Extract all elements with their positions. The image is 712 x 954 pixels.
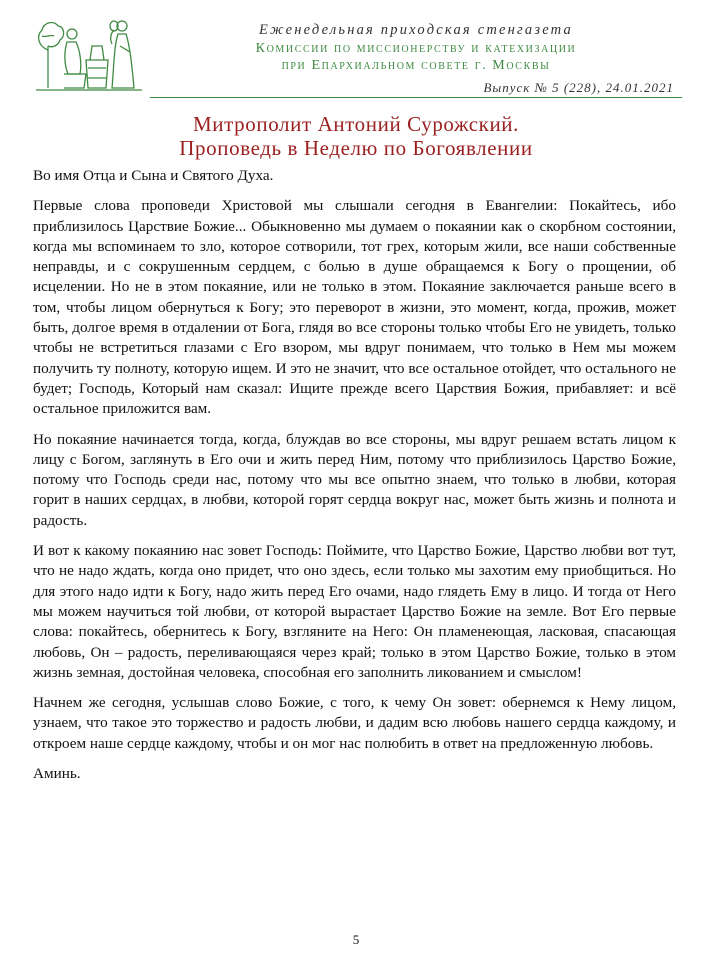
article-title [30,112,682,160]
article-title-line1: Митрополит Антоний Сурожский. [193,112,519,136]
article-body [33,166,676,794]
commission-name-line2: при Епархиальном совете г. Москвы [281,58,551,73]
newsletter-subtitle: Еженедельная приходская стенгазета [259,22,573,38]
paragraph: Начнем же сегодня, услышав слово Божие, с того, к чему Он зовет: обернемся к Нему лицом, узнаем, что такое это торжество и радость любви, и дадим всю любовь нашего сердца каждому, и откроем наше сердце каждому, чтобы и он мог нас полюбить в ответ на предложенную любовь. [33,694,676,752]
paragraph: Аминь. [33,765,81,783]
paragraph: И вот к какому покаянию нас зовет Господь: Поймите, что Царство Божие, Царство любви вот тут, что не надо ждать, когда оно придет, что оно здесь, если только мы захотим ему приобщиться. Но для этого надо идти к Богу, надо жить перед Его очами, надо глядеть Ему в лицо. И тогда от Него мы можем научиться той любви, от которой вырастает Царство Божие на земле. Вот Его первые слова: покайтесь, обернитесь к Богу, взгляните на Него: Он пламенеющая, ласковая, спасающая любовь, Он – радость, переливающаяся через край; только в этом Царство Божие, только в этом жизнь земная, достойная человека, способная его заполнить ликованием и смыслом! [33,542,676,681]
article-title-line2: Проповедь в Неделю по Богоявлении [179,136,533,160]
header-divider [150,97,682,98]
paragraph: Первые слова проповеди Христовой мы слышали сегодня в Евангелии: Покайтесь, ибо приблизилось Царствие Божие... Обыкновенно мы думаем о покаянии как о скорбном состоянии, когда мы вспоминаем то зло, которое сотворили, тот грех, которым жили, все наши собственные неправды, и с сокрушенным сердцем, с болью в душе обращаемся к Богу о прощении, об исцелении. Но не в этом покаяние, или не только в этом. Покаяние заключается раньше всего в том, чтобы лицом обернуться к Богу; это переворот в жизни, это момент, когда, прожив, может быть, долгое время в отдалении от Бога, глядя во все стороны только чтобы Его не увидеть, только чтобы не встретиться глазами с Его взором, мы вдруг понимаем, что только в Нем мы можем получить ту полноту, которую ищем. И это не значит, что все остальное отойдет, что остального не будет; Господь, Который нам сказал: Ищите прежде всего Царствия Божия, прибавляет: и всё остальное приложится вам. [33,197,676,418]
gospel-scene-icon [34,16,144,94]
commission-name-line1: Комиссии по миссионерству и катехизации [255,41,577,56]
newsletter-header [30,14,682,98]
paragraph: Но покаяние начинается тогда, когда, блуждав во все стороны, мы вдруг решаем встать лицом к лицу с Богом, заглянуть в Его очи и жить перед Ним, потому что приблизилось Царство Божие, потому что Господь среди нас, потому что мы все опытно знаем, что только в любви, которая горит в наших сердцах, в любви, которой горят сердца вокруг нас, может быть жизнь и полнота и радость. [33,430,676,529]
paragraph: Во имя Отца и Сына и Святого Духа. [33,167,274,184]
page-number: 5 [352,932,360,947]
issue-number: Выпуск № 5 (228), 24.01.2021 [483,80,674,95]
